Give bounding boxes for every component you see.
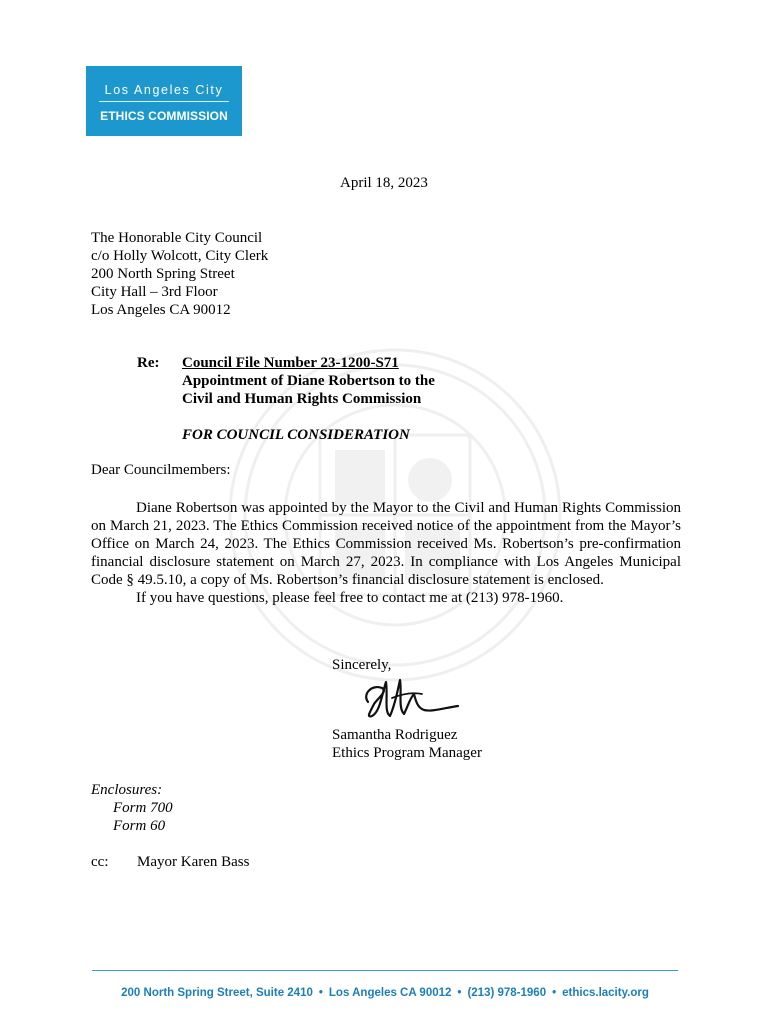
body-paragraph: If you have questions, please feel free to contact me at (213) 978-1960. xyxy=(136,590,564,606)
re-label: Re: xyxy=(137,355,160,371)
closing-sincerely: Sincerely, xyxy=(332,657,392,673)
signatory-block xyxy=(332,726,482,762)
footer-separator: • xyxy=(552,987,557,999)
footer-separator: • xyxy=(457,987,462,999)
signatory-title: Ethics Program Manager xyxy=(332,745,482,761)
cc-label: cc: xyxy=(91,854,109,870)
recipient-address xyxy=(91,229,268,319)
council-file-number: Council File Number 23-1200-S71 xyxy=(182,355,399,371)
cc-recipient: Mayor Karen Bass xyxy=(137,854,250,870)
address-line: Los Angeles CA 90012 xyxy=(91,302,231,318)
footer-contact xyxy=(0,984,770,1002)
address-line: 200 North Spring Street xyxy=(91,266,235,282)
address-line: The Honorable City Council xyxy=(91,230,263,246)
re-subject-line: Civil and Human Rights Commission xyxy=(182,391,422,407)
signature xyxy=(358,672,464,724)
re-subject xyxy=(182,354,435,408)
salutation: Dear Councilmembers: xyxy=(91,462,231,478)
logo-line-2: ETHICS COMMISSION xyxy=(100,109,228,123)
logo-line-1: Los Angeles City xyxy=(104,83,224,97)
footer-separator: • xyxy=(318,987,323,999)
letter-body xyxy=(91,499,681,607)
consideration-note: FOR COUNCIL CONSIDERATION xyxy=(182,427,410,443)
footer-city: Los Angeles CA 90012 xyxy=(328,987,452,999)
footer-phone: (213) 978-1960 xyxy=(467,987,547,999)
ethics-commission-logo xyxy=(86,66,242,136)
signatory-name: Samantha Rodriguez xyxy=(332,727,458,743)
enclosures xyxy=(91,781,173,835)
footer-address: 200 North Spring Street, Suite 2410 xyxy=(121,987,313,999)
body-paragraph: Diane Robertson was appointed by the Mayor to the Civil and Human Rights Commission on March 21, 2023. The Ethics Commission received notice of the appointment from the Mayor’s Office on March 24, 2023. The Ethics Commission received Ms. Robertson’s pre-confirmation financial disclosure statement on March 27, 2023. In compliance with Los Angeles Municipal Code § 49.5.10, a copy of Ms. Robertson’s financial disclosure statement is enclosed. xyxy=(91,500,681,588)
footer-website-link[interactable]: ethics.lacity.org xyxy=(562,987,649,999)
enclosure-item: Form 60 xyxy=(113,818,166,834)
address-line: City Hall – 3rd Floor xyxy=(91,284,218,300)
logo-divider xyxy=(99,101,229,102)
address-line: c/o Holly Wolcott, City Clerk xyxy=(91,248,269,264)
enclosure-item: Form 700 xyxy=(113,800,173,816)
footer-divider xyxy=(92,970,678,971)
re-subject-line: Appointment of Diane Robertson to the xyxy=(182,373,435,389)
letter-date: April 18, 2023 xyxy=(340,175,428,191)
enclosures-label: Enclosures: xyxy=(91,782,163,798)
